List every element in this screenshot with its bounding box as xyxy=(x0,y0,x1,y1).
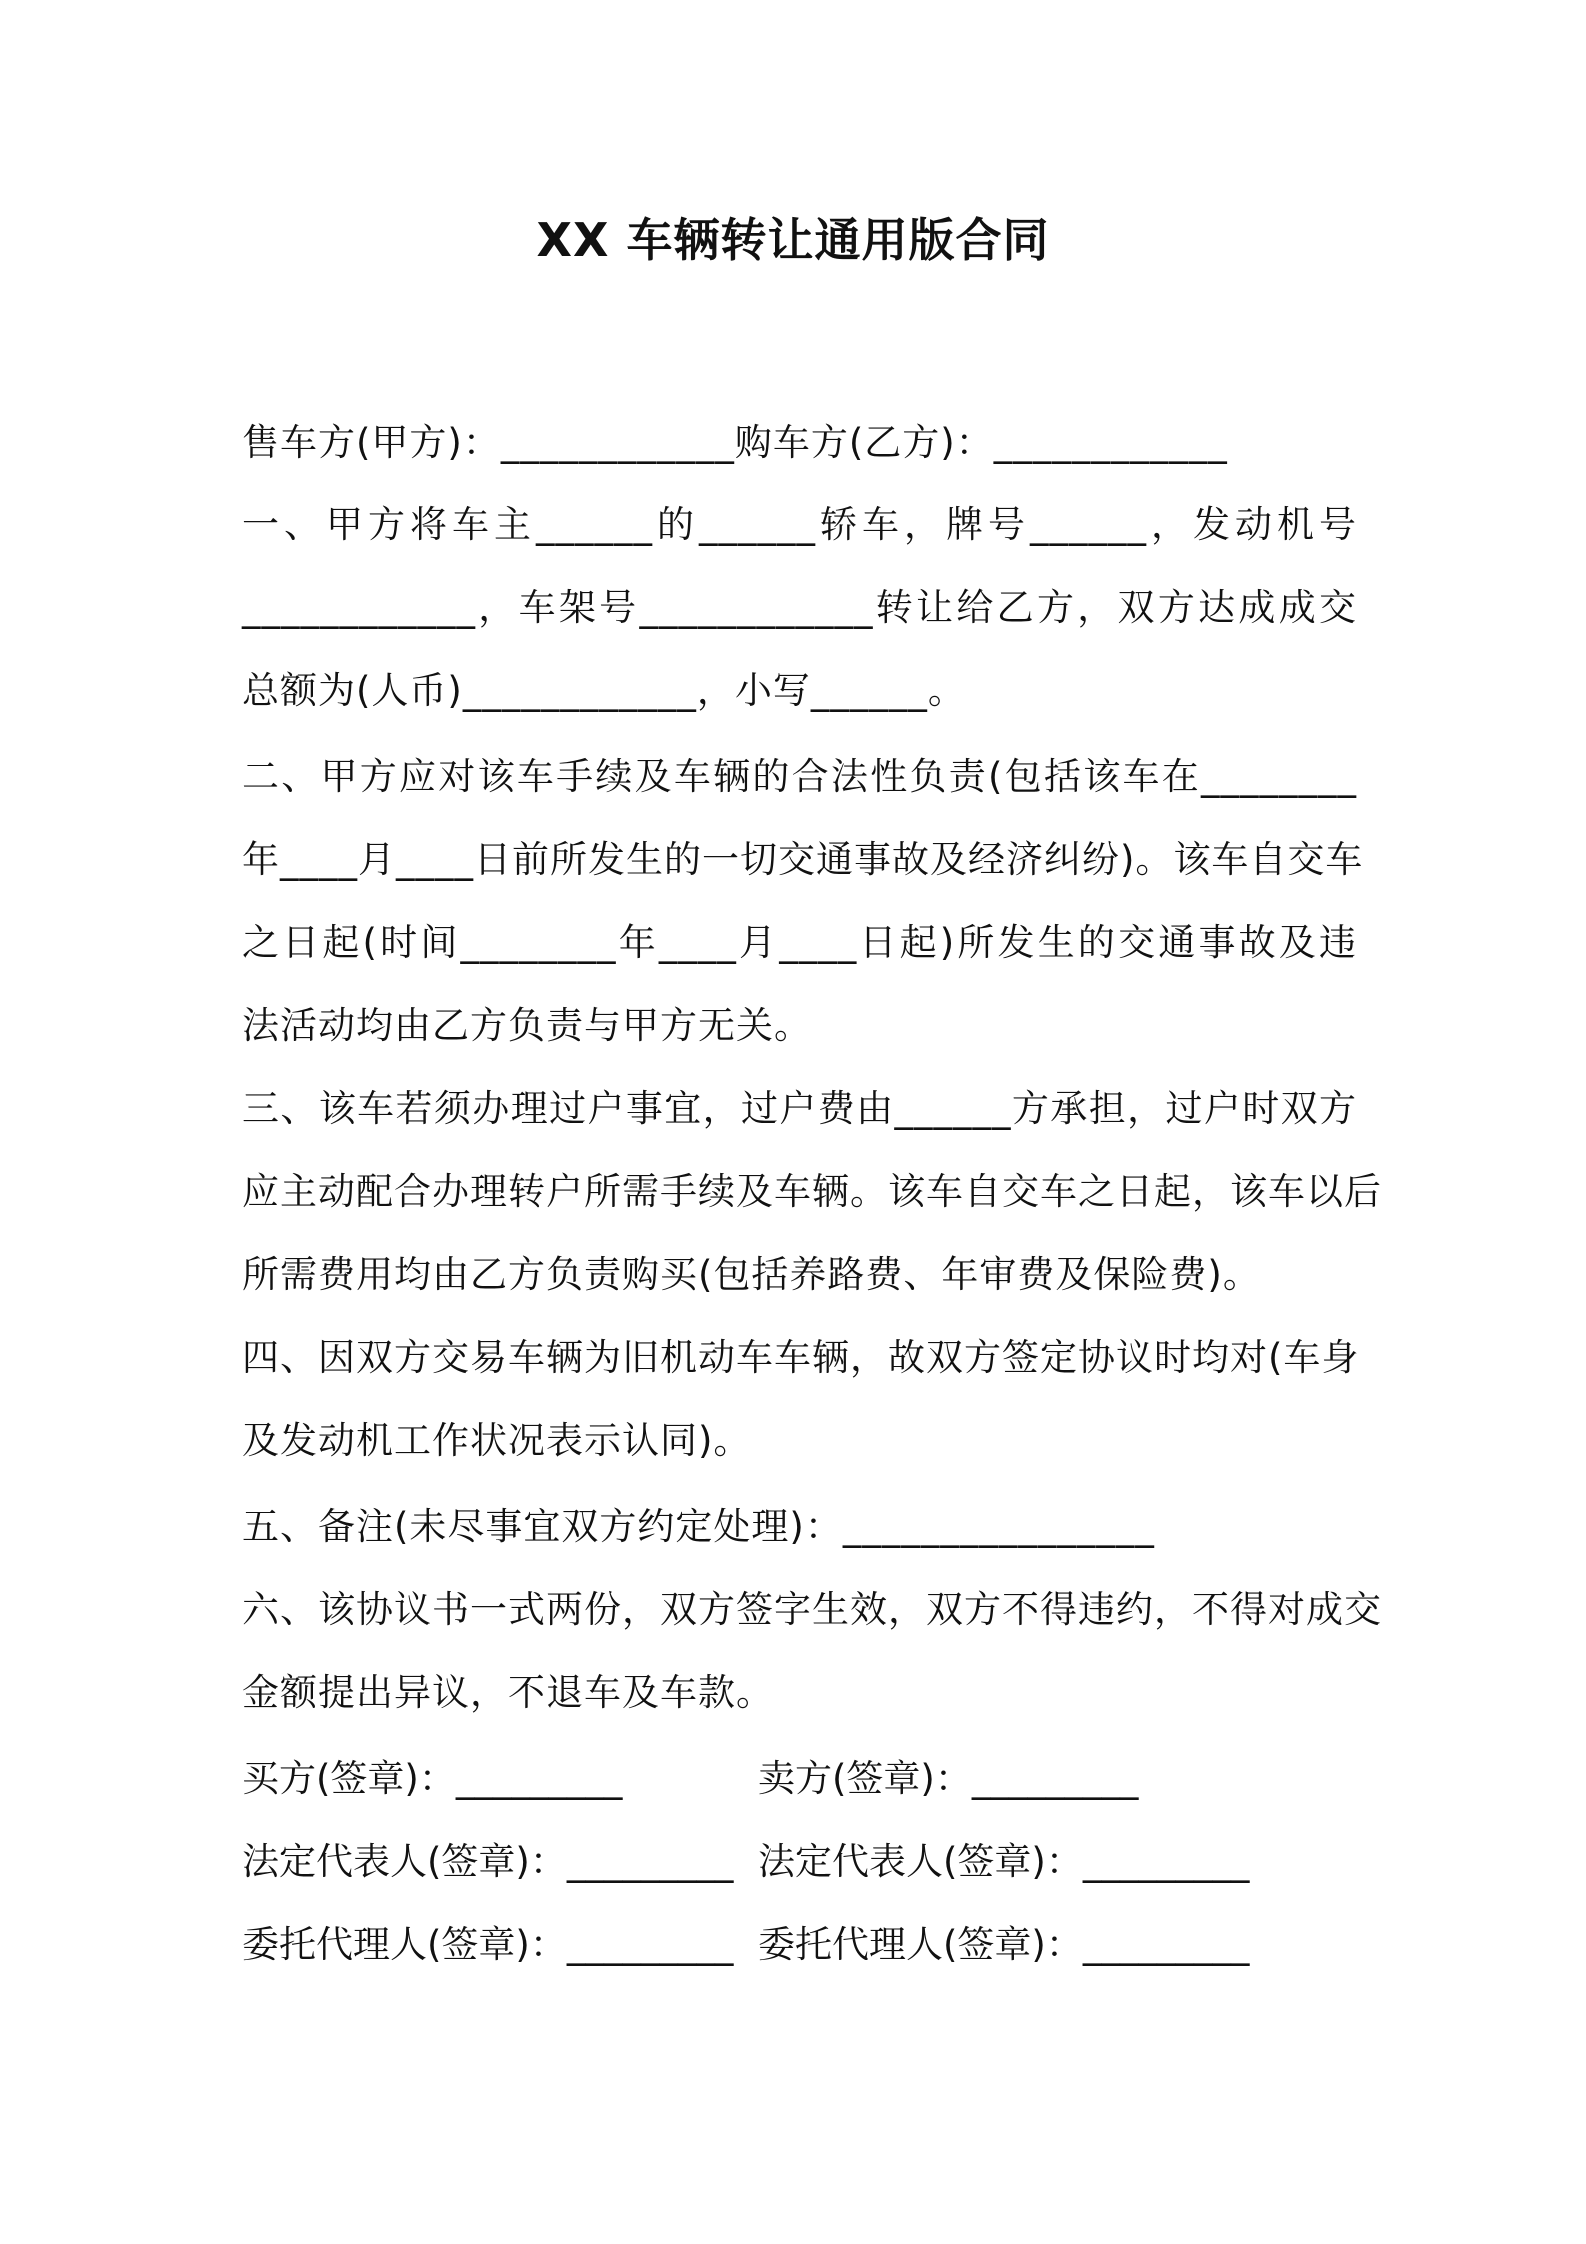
agent-signature-left: 委托代理人(签章)：_________ xyxy=(242,1923,734,1966)
clause-6-line-2: 金额提出异议，不退车及车款。 xyxy=(242,1671,774,1714)
legal-rep-signature-right: 法定代表人(签章)：_________ xyxy=(758,1840,1250,1883)
legal-rep-signature-left: 法定代表人(签章)：_________ xyxy=(242,1840,734,1883)
clause-1-line-3: 总额为(人币)____________，小写______。 xyxy=(242,669,966,712)
clause-3-line-1: 三、该车若须办理过户事宜，过户费由______方承担，过户时双方 xyxy=(242,1087,1357,1130)
clause-2-line-2: 年____月____日前所发生的一切交通事故及经济纠纷)。该车自交车 xyxy=(242,838,1364,881)
clause-3-line-3: 所需费用均由乙方负责购买(包括养路费、年审费及保险费)。 xyxy=(242,1253,1261,1296)
buyer-signature: 买方(签章)：_________ xyxy=(242,1757,623,1800)
clause-2-line-4: 法活动均由乙方负责与甲方无关。 xyxy=(242,1004,812,1047)
clause-2-line-1: 二、甲方应对该车手续及车辆的合法性负责(包括该车在________ xyxy=(242,755,1357,798)
seller-signature: 卖方(签章)：_________ xyxy=(758,1757,1139,1800)
clause-4-line-2: 及发动机工作状况表示认同)。 xyxy=(242,1419,752,1462)
clause-6-line-1: 六、该协议书一式两份，双方签字生效，双方不得违约，不得对成交 xyxy=(242,1588,1382,1631)
clause-2-line-3: 之日起(时间________年____月____日起)所发生的交通事故及违 xyxy=(242,921,1357,964)
agent-signature-right: 委托代理人(签章)：_________ xyxy=(758,1923,1250,1966)
document-title: XX 车辆转让通用版合同 xyxy=(536,213,1050,267)
clause-3-line-2: 应主动配合办理转户所需手续及车辆。该车自交车之日起，该车以后 xyxy=(242,1170,1382,1213)
clause-4-line-1: 四、因双方交易车辆为旧机动车车辆，故双方签定协议时均对(车身 xyxy=(242,1336,1360,1379)
parties-line: 售车方(甲方)：____________购车方(乙方)：____________ xyxy=(242,421,1228,464)
clause-1-line-1: 一、甲方将车主______的______轿车，牌号______，发动机号 xyxy=(242,503,1357,546)
clause-1-line-2: ____________，车架号____________转让给乙方，双方达成成交 xyxy=(242,586,1357,629)
clause-5-line-1: 五、备注(未尽事宜双方约定处理)：________________ xyxy=(242,1505,1155,1548)
